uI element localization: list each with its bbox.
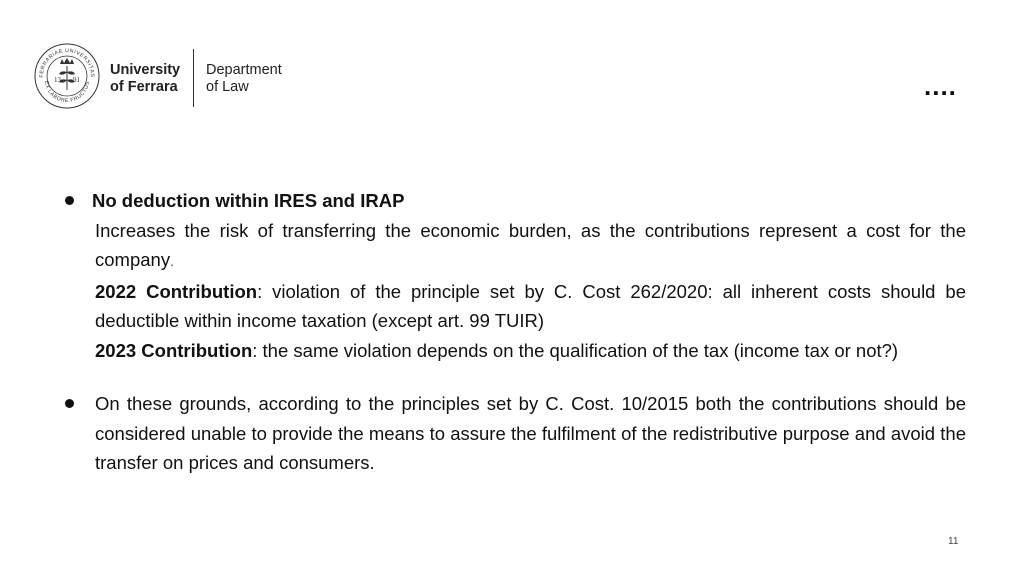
university-name [110, 62, 180, 95]
university-name-line2: of Ferrara [110, 78, 178, 95]
svg-text:FERRARIAE UNIVERSITAS: FERRARIAE UNIVERSITAS [38, 47, 96, 78]
svg-text:13: 13 [54, 76, 61, 84]
bullet-paragraph-2023 [95, 336, 966, 366]
contribution-2022-label: 2022 Contribution [95, 280, 258, 302]
university-name-line1: University [110, 62, 181, 78]
department-name-line1: Department [206, 62, 282, 78]
bullet-icon [65, 196, 74, 205]
bullet-item-grounds [60, 389, 966, 478]
bullet-paragraph-2022 [95, 277, 966, 336]
bullet-icon [65, 399, 74, 408]
bullet-paragraph-grounds: On these grounds, according to the principles set by C. Cost. 10/2015 both the contributions should be considered unable to provide the means to assure the fulfilment of the redistributive purpose and avoid the transfer on prices and consumers. [95, 393, 966, 473]
header [33, 42, 333, 112]
svg-text:EX LABORE FRUCTUS: EX LABORE FRUCTUS [42, 80, 92, 105]
contribution-2023-label: 2023 Contribution [95, 339, 253, 361]
bullet-item-deduction [60, 186, 966, 365]
bullet-paragraph-risk [95, 216, 966, 277]
svg-text:91: 91 [73, 76, 80, 84]
department-name-line2: of Law [206, 78, 249, 95]
risk-text-end: . [170, 253, 174, 269]
risk-text: Increases the risk of transferring the economic burden, as the contributions represent a cost for the company [95, 219, 966, 270]
university-seal-logo [33, 42, 101, 110]
slide-content [60, 186, 966, 478]
contribution-2023-text: : the same violation depends on the qualification of the tax (income tax or not?) [252, 339, 899, 361]
ellipsis-marker: .... [924, 71, 957, 101]
bullet-heading: No deduction within IRES and IRAP [92, 190, 405, 211]
department-name [206, 62, 282, 95]
contribution-2022-text: : violation of the principle set by C. Cost 262/2020: all inherent costs should be deductible within income taxation (except art. 99 TUIR) [95, 280, 966, 331]
page-number: 11 [948, 536, 959, 547]
header-divider [193, 49, 194, 107]
